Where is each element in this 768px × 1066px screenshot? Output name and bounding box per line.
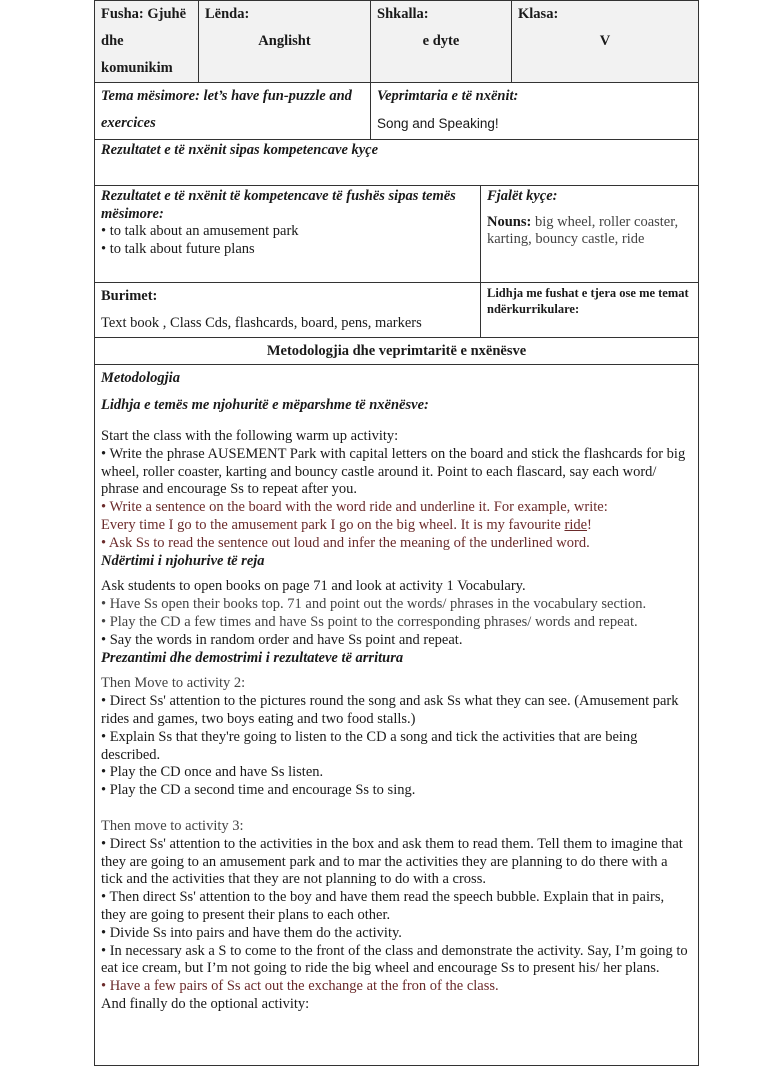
prezantimi-heading: Prezantimi dhe demostrimi i rezultateve të arritura xyxy=(101,649,404,666)
act2-intro: Then Move to activity 2: xyxy=(101,675,246,692)
vocabulary-section xyxy=(101,578,692,667)
veprimtaria-label: Veprimtaria e të nxënit: xyxy=(377,88,519,104)
voc-item: • Play the CD a few times and have Ss point to the corresponding phrases/ words and repeat. xyxy=(101,613,638,630)
shkalla-value: e dyte xyxy=(422,33,460,49)
veprimtaria-value: Song and Speaking! xyxy=(377,116,499,131)
act3-intro: Then move to activity 3: xyxy=(101,817,244,834)
metodologjia-heading: Metodologjia xyxy=(101,370,180,386)
nouns-line xyxy=(487,214,692,249)
warmup-example xyxy=(101,517,692,535)
klasa-label: Klasa: xyxy=(518,6,559,22)
rezultatet-kyce-cell xyxy=(95,140,699,186)
act3-item: • Then direct Ss' attention to the boy and have them read the speech bubble. Explain that in pairs, they are going to present their plans to each other. xyxy=(101,889,665,923)
warmup-intro: Start the class with the following warm up activity: xyxy=(101,428,399,444)
act3-item: • Direct Ss' attention to the activities in the box and ask them to read them. Tell them to imagine that they are going to an amusement park and to mar the activities they are planning to do there with a tick and the activities that they are not planning to do with a cross. xyxy=(101,835,683,888)
ndertimi-heading: Ndërtimi i njohurive të reja xyxy=(101,552,265,569)
rezultatet-item: • to talk about an amusement park xyxy=(101,223,299,239)
activity2-section xyxy=(101,675,692,800)
shkalla-cell xyxy=(371,1,512,83)
warmup-item: • Write a sentence on the board with the word ride and underline it. For example, write: xyxy=(101,499,608,516)
metodologjia-title: Metodologjia dhe veprimtaritë e nxënësve xyxy=(266,343,527,359)
lesson-plan-page xyxy=(94,0,698,1024)
lidhja-temes-heading: Lidhja e temës me njohuritë e mëparshme të nxënësve: xyxy=(101,397,429,413)
tema-cell xyxy=(95,83,371,140)
rezultatet-item: • to talk about future plans xyxy=(101,240,255,257)
act3-item: • Divide Ss into pairs and have them do the activity. xyxy=(101,924,402,941)
voc-item: • Say the words in random order and have Ss point and repeat. xyxy=(101,631,463,648)
veprimtaria-cell xyxy=(371,83,699,140)
burimet-cell xyxy=(95,283,481,338)
klasa-cell xyxy=(512,1,699,83)
nouns-value: big wheel, roller coaster, karting, bouncy castle, ride xyxy=(487,213,679,247)
klasa-value: V xyxy=(599,33,611,49)
metodologjia-title-cell xyxy=(95,338,699,365)
metodologjia-body-cell xyxy=(95,365,699,1066)
tema-label: Tema mësimore: let’s have fun-puzzle and exercices xyxy=(101,88,352,131)
activity3-section xyxy=(101,818,692,1014)
burimet-label: Burimet: xyxy=(101,288,158,304)
lidhja-fushat-cell xyxy=(481,283,699,338)
voc-item: • Have Ss open their books top. 71 and point out the words/ phrases in the vocabulary section. xyxy=(101,596,647,613)
act2-item: • Play the CD a second time and encourage Ss to sing. xyxy=(101,782,416,799)
act2-item: • Explain Ss that they're going to listen to the CD a song and tick the activities that are being described. xyxy=(101,728,638,763)
warmup-example-text: Every time I go to the amusement park I go on the big wheel. It is my favourite xyxy=(101,516,565,533)
act3-item: • In necessary ask a S to come to the front of the class and demonstrate the activity. Say, I’m going to eat ice cream, but I’m not going to ride the big wheel and encourage Ss to present his/ her plans. xyxy=(101,942,688,977)
act2-item: • Direct Ss' attention to the pictures round the song and ask Ss what they can see. (Amusement park rides and games, two boys eating and two food stalls.) xyxy=(101,693,679,727)
lesson-plan-table xyxy=(94,0,699,1066)
final-line: And finally do the optional activity: xyxy=(101,995,310,1012)
act3-item: • Have a few pairs of Ss act out the exchange at the fron of the class. xyxy=(101,978,499,995)
fusha-label: Fusha: Gjuhë dhe komunikim xyxy=(101,6,187,76)
warmup-item: • Write the phrase AUSEMENT Park with capital letters on the board and stick the flashcards for big wheel, roller coaster, karting and bouncy castle around it. Point to each flascard, say each word/ phrase and encourage Ss to repeat after you. xyxy=(101,445,686,498)
fusha-cell xyxy=(95,1,199,83)
underlined-word: ride xyxy=(564,516,588,533)
warmup-example-end: ! xyxy=(587,516,592,533)
lenda-cell xyxy=(199,1,371,83)
warmup-section xyxy=(101,428,692,570)
warmup-item: • Ask Ss to read the sentence out loud and infer the meaning of the underlined word. xyxy=(101,534,590,551)
nouns-label: Nouns: xyxy=(487,213,532,230)
lenda-label: Lënda: xyxy=(205,6,250,22)
rezultatet-fushes-label: Rezultatet e të nxënit të kompetencave të fushës sipas temës mësimore: xyxy=(101,188,456,222)
fjalet-kyce-cell xyxy=(481,186,699,283)
burimet-value: Text book , Class Cds, flashcards, board, pens, markers xyxy=(101,315,422,331)
rezultatet-fushes-cell xyxy=(95,186,481,283)
act2-item: • Play the CD once and have Ss listen. xyxy=(101,764,324,781)
lenda-value: Anglisht xyxy=(258,33,311,49)
lidhja-fushat-label: Lidhja me fushat e tjera ose me temat ndërkurrikulare: xyxy=(487,286,689,316)
voc-intro: Ask students to open books on page 71 and look at activity 1 Vocabulary. xyxy=(101,578,526,595)
fjalet-kyce-label: Fjalët kyçe: xyxy=(487,188,558,204)
shkalla-label: Shkalla: xyxy=(377,6,429,22)
rezultatet-kyce-label: Rezultatet e të nxënit sipas kompetencave kyçe xyxy=(101,142,379,158)
